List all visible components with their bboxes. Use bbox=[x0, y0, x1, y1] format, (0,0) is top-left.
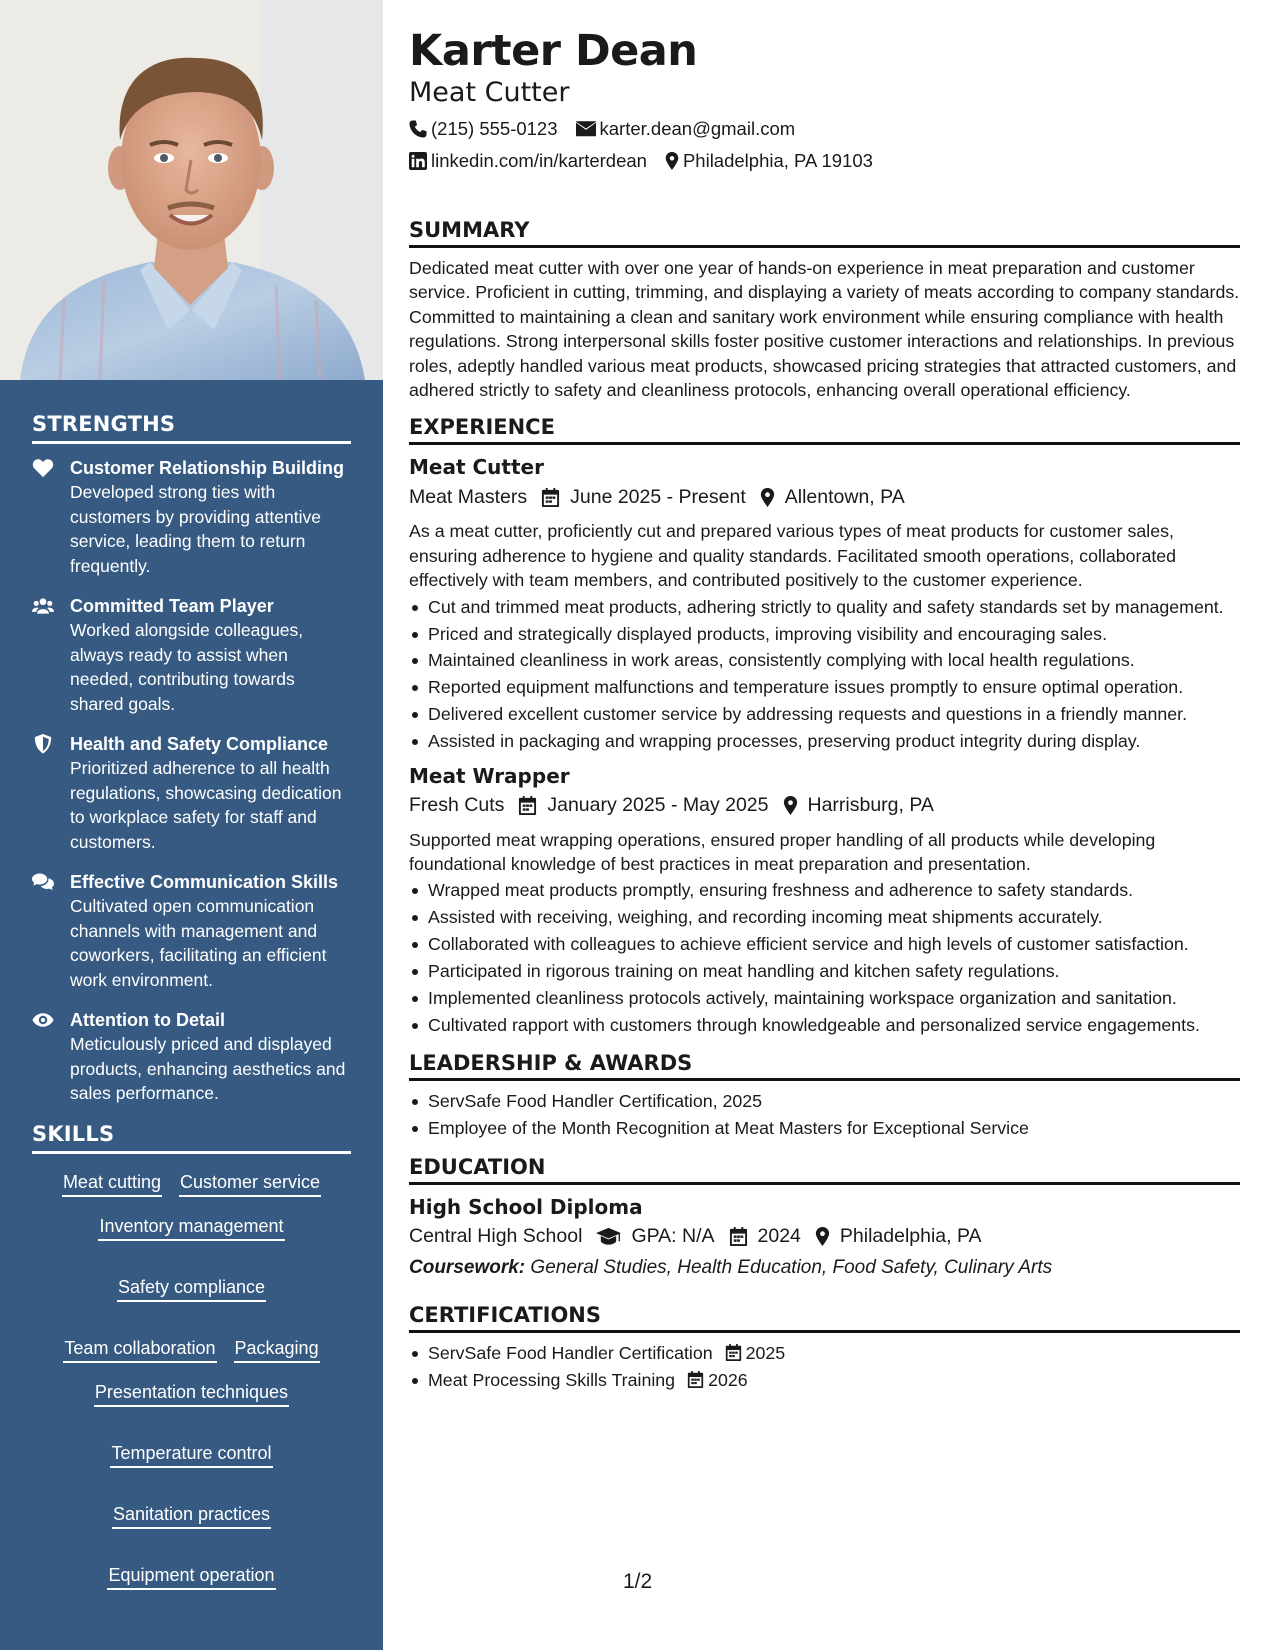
summary-heading: SUMMARY bbox=[409, 218, 1240, 248]
map-pin-icon bbox=[760, 488, 775, 507]
strength-item bbox=[32, 456, 351, 578]
job-bullet: Maintained cleanliness in work areas, consistently complying with local health regulations. bbox=[409, 648, 1240, 672]
job-dates bbox=[541, 486, 746, 509]
contact-row bbox=[409, 114, 1240, 144]
certification-item bbox=[409, 1368, 1240, 1392]
strength-title: Effective Communication Skills bbox=[70, 872, 339, 892]
calendar-icon bbox=[518, 796, 537, 815]
awards-heading: LEADERSHIP & AWARDS bbox=[409, 1051, 1240, 1081]
job-description: As a meat cutter, proficiently cut and prepared various types of meat products for customer sales, ensuring adherence to hygiene and quality standards. Facilitated smooth operations, collaborated effectively with team members, and contributed positively to the customer experience. bbox=[409, 521, 1177, 591]
phone-text: (215) 555-0123 bbox=[431, 118, 558, 139]
strength-desc: Prioritized adherence to all health regulations, showcasing dedication to workplace safety for staff and customers. bbox=[70, 758, 342, 852]
eye-icon bbox=[32, 1008, 70, 1106]
linkedin-contact[interactable] bbox=[409, 150, 647, 172]
certification-year: 2025 bbox=[745, 1342, 786, 1363]
job-location-text: Harrisburg, PA bbox=[807, 794, 934, 817]
awards-list bbox=[409, 1089, 1240, 1140]
job-bullet: Collaborated with colleagues to achieve efficient service and high levels of customer satisfaction. bbox=[409, 932, 1240, 956]
location-text: Philadelphia, PA 19103 bbox=[682, 150, 873, 171]
skills-heading: SKILLS bbox=[32, 1122, 351, 1154]
coursework-label: Coursework: bbox=[409, 1256, 526, 1278]
linkedin-icon bbox=[409, 152, 427, 170]
envelope-icon bbox=[576, 120, 596, 138]
job-dates-text: January 2025 - May 2025 bbox=[547, 794, 769, 817]
job-description: Supported meat wrapping operations, ensured proper handling of all products while developing foundational knowledge of best practices in meat preparation and presentation. bbox=[409, 829, 1156, 874]
profile-photo bbox=[0, 0, 383, 380]
coursework-text: General Studies, Health Education, Food Safety, Culinary Arts bbox=[530, 1256, 1053, 1278]
calendar-icon bbox=[687, 1371, 704, 1388]
strength-desc: Meticulously priced and displayed products, enhancing aesthetics and sales performance. bbox=[70, 1034, 346, 1103]
experience-section bbox=[409, 415, 1240, 1037]
job-bullet: Assisted in packaging and wrapping processes, preserving product integrity during display. bbox=[409, 729, 1240, 753]
skill-tag: Meat cutting bbox=[62, 1170, 162, 1197]
job-bullet: Wrapped meat products promptly, ensuring freshness and adherence to safety standards. bbox=[409, 878, 1240, 902]
school-name: Central High School bbox=[409, 1225, 583, 1248]
map-pin-icon bbox=[815, 1227, 830, 1246]
awards-section bbox=[409, 1051, 1240, 1140]
job-location bbox=[760, 486, 905, 509]
strength-title: Customer Relationship Building bbox=[70, 458, 345, 478]
job-title: Meat Cutter bbox=[409, 455, 544, 480]
heart-icon bbox=[32, 456, 70, 578]
strengths-heading: STRENGTHS bbox=[32, 412, 351, 444]
skill-tag: Packaging bbox=[234, 1336, 320, 1363]
skill-tag: Inventory management bbox=[98, 1214, 284, 1241]
job-dates bbox=[518, 794, 768, 817]
calendar-icon bbox=[541, 488, 560, 507]
skill-tag: Temperature control bbox=[110, 1441, 272, 1468]
chat-icon bbox=[32, 870, 70, 992]
strength-desc: Developed strong ties with customers by providing attentive service, leading them to return frequently. bbox=[70, 482, 321, 576]
job-company: Fresh Cuts bbox=[409, 794, 505, 817]
certification-year: 2026 bbox=[708, 1369, 748, 1390]
education-location bbox=[815, 1225, 982, 1248]
certifications-list bbox=[409, 1341, 1240, 1392]
education-meta bbox=[409, 1221, 1240, 1253]
strength-item bbox=[32, 732, 351, 854]
skill-tag: Presentation techniques bbox=[94, 1380, 289, 1407]
skills-list bbox=[32, 1166, 351, 1590]
gpa-text: GPA: N/A bbox=[631, 1225, 715, 1248]
graduation-cap-icon bbox=[596, 1227, 621, 1246]
skill-tag: Safety compliance bbox=[117, 1275, 266, 1302]
candidate-title: Meat Cutter bbox=[409, 77, 570, 108]
map-pin-icon bbox=[665, 152, 679, 170]
sidebar bbox=[0, 0, 383, 1650]
certification-name: ServSafe Food Handler Certification bbox=[428, 1342, 713, 1363]
education-location-text: Philadelphia, PA bbox=[839, 1225, 982, 1248]
strength-title: Attention to Detail bbox=[70, 1010, 225, 1030]
job-bullet: Implemented cleanliness protocols actively, maintaining workspace organization and sanitation. bbox=[409, 986, 1240, 1010]
job-bullets bbox=[409, 595, 1240, 754]
phone-icon bbox=[409, 120, 427, 138]
certification-item bbox=[409, 1341, 1240, 1365]
profile-photo-illustration bbox=[0, 0, 383, 380]
job-bullet: Participated in rigorous training on meat handling and kitchen safety regulations. bbox=[409, 959, 1240, 983]
coursework bbox=[409, 1253, 1240, 1283]
page-number: 1/2 bbox=[623, 1570, 653, 1593]
experience-heading: EXPERIENCE bbox=[409, 415, 1240, 445]
phone-contact[interactable] bbox=[409, 118, 558, 140]
job-bullet: Cultivated rapport with customers through knowledgeable and personalized service engagements. bbox=[409, 1013, 1240, 1037]
skill-tag: Team collaboration bbox=[63, 1336, 216, 1363]
strength-title: Committed Team Player bbox=[70, 596, 274, 616]
strength-desc: Worked alongside colleagues, always ready to assist when needed, contributing towards shared goals. bbox=[70, 620, 304, 714]
team-icon bbox=[32, 594, 70, 716]
education-gpa bbox=[596, 1225, 714, 1248]
certification-name: Meat Processing Skills Training bbox=[428, 1369, 676, 1390]
skill-tag: Sanitation practices bbox=[112, 1502, 271, 1529]
job-bullet: Assisted with receiving, weighing, and recording incoming meat shipments accurately. bbox=[409, 905, 1240, 929]
job-bullets bbox=[409, 878, 1240, 1037]
job-bullet: Priced and strategically displayed products, improving visibility and encouraging sales. bbox=[409, 622, 1240, 646]
skill-tag: Customer service bbox=[179, 1170, 321, 1197]
strength-item bbox=[32, 870, 351, 992]
linkedin-text: linkedin.com/in/karterdean bbox=[431, 150, 647, 171]
certifications-heading: CERTIFICATIONS bbox=[409, 1303, 1240, 1333]
education-year bbox=[729, 1225, 801, 1248]
summary-text: Dedicated meat cutter with over one year of hands-on experience in meat preparation and customer service. Proficient in cutting, trimming, and displaying a variety of meats according to company standards. Committed to maintaining a clean and sanitary work environment while ensuring compliance with health regulations. Strong interpersonal skills foster positive customer interactions and relationships. In previous roles, adeptly handled various meat products, showcased pricing strategies that attracted customers, and adhered strictly to safety and cleanliness protocols, enhancing overall operational efficiency. bbox=[409, 258, 1240, 401]
summary-section bbox=[409, 218, 1240, 402]
job-entry bbox=[409, 762, 1240, 1038]
education-heading: EDUCATION bbox=[409, 1155, 1240, 1185]
strength-item bbox=[32, 594, 351, 716]
job-meta bbox=[409, 481, 1240, 513]
job-company: Meat Masters bbox=[409, 485, 528, 508]
skill-tag: Equipment operation bbox=[107, 1563, 275, 1590]
job-location-text: Allentown, PA bbox=[784, 485, 905, 508]
degree-title: High School Diploma bbox=[409, 1194, 643, 1219]
year-text: 2024 bbox=[757, 1225, 801, 1248]
calendar-icon bbox=[725, 1344, 742, 1361]
candidate-name: Karter Dean bbox=[409, 26, 698, 76]
job-bullet: Cut and trimmed meat products, adhering strictly to quality and safety standards set by management. bbox=[409, 595, 1240, 619]
certifications-section bbox=[409, 1303, 1240, 1392]
shield-icon bbox=[32, 732, 70, 854]
location-contact bbox=[665, 150, 873, 172]
job-bullet: Reported equipment malfunctions and temperature issues promptly to ensure optimal operation. bbox=[409, 675, 1240, 699]
strength-title: Health and Safety Compliance bbox=[70, 734, 329, 754]
strength-item bbox=[32, 1008, 351, 1106]
job-title: Meat Wrapper bbox=[409, 763, 570, 788]
education-section bbox=[409, 1155, 1240, 1283]
email-contact[interactable] bbox=[576, 118, 796, 140]
strength-desc: Cultivated open communication channels with management and coworkers, facilitating an efficient work environment. bbox=[70, 896, 327, 990]
job-dates-text: June 2025 - Present bbox=[570, 485, 746, 508]
award-item: ServSafe Food Handler Certification, 2025 bbox=[409, 1089, 1240, 1113]
job-bullet: Delivered excellent customer service by addressing requests and questions in a friendly manner. bbox=[409, 702, 1240, 726]
award-item: Employee of the Month Recognition at Meat Masters for Exceptional Service bbox=[409, 1116, 1240, 1140]
main-content bbox=[409, 0, 1240, 1394]
job-entry bbox=[409, 453, 1240, 753]
contact-row bbox=[409, 146, 1240, 176]
calendar-icon bbox=[729, 1227, 748, 1246]
map-pin-icon bbox=[783, 796, 798, 815]
job-meta bbox=[409, 790, 1240, 822]
job-location bbox=[783, 794, 934, 817]
email-text: karter.dean@gmail.com bbox=[599, 118, 796, 139]
